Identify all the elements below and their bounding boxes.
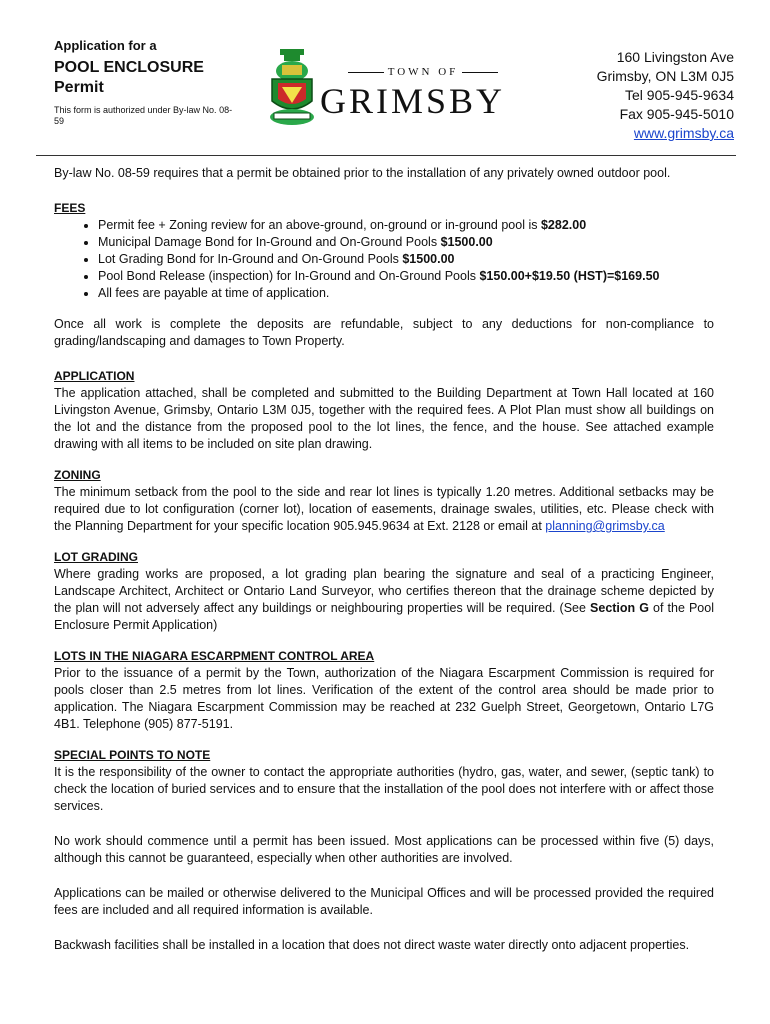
lot-grading-heading: LOT GRADING	[54, 550, 138, 564]
town-crest-icon	[266, 45, 318, 131]
escarpment-heading: LOTS IN THE NIAGARA ESCARPMENT CONTROL AREA	[54, 649, 375, 663]
header-divider	[36, 155, 736, 156]
no-work-paragraph: No work should commence until a permit has been issued. Most applications can be processed within five (5) days, although this cannot be guaranteed, especially when other authorities are involved.	[54, 834, 714, 865]
mailing-paragraph: Applications can be mailed or otherwise delivered to the Municipal Offices and will be processed provided the required fees are included and all required information is available.	[54, 886, 714, 917]
application-for-label: Application for a	[54, 38, 157, 53]
fee-item: • Lot Grading Bond for In-Ground and On-Ground Pools $1500.00	[98, 251, 714, 268]
zoning-section	[54, 467, 714, 535]
lot-grading-section	[54, 549, 714, 634]
special-points-body: It is the responsibility of the owner to contact the appropriate authorities (hydro, gas, water, and sewer, (septic tank) to check the location of buried services and to ensure that the installation of the pool does not interfere with or affect those services.	[54, 765, 714, 813]
deposits-paragraph: Once all work is complete the deposits are refundable, subject to any deductions for non-compliance to grading/landscaping and damages to Town Property.	[54, 317, 714, 348]
special-points-heading: SPECIAL POINTS TO NOTE	[54, 748, 211, 762]
application-body: The application attached, shall be completed and submitted to the Building Department at Town Hall located at 160 Livingston Avenue, Grimsby, Ontario L3M 0J5, together with the required fees. A Plot Plan must show all buildings on the lot and the distance from the proposed pool to the lot lines, the fence, and the house. See attached example drawing with all items to be included on site plan drawing.	[54, 386, 714, 451]
zoning-body: The minimum setback from the pool to the side and rear lot lines is typically 1.20 metres. Additional setbacks may be required due to lot configuration (corner lot), location of easements, drainage swales, utilities, etc. Please check with the Planning Department for your specific location 905.945.9634 at Ext. 2128 or email at planning@grimsby.ca	[54, 485, 714, 533]
application-section	[54, 368, 714, 453]
document-header	[0, 0, 770, 155]
fax: Fax 905-945-5010	[619, 106, 734, 122]
telephone: Tel 905-945-9634	[625, 87, 734, 103]
town-of-label: TOWN OF	[330, 66, 516, 78]
town-wordmark: GRIMSBY	[320, 81, 506, 121]
intro-paragraph: By-law No. 08-59 requires that a permit be obtained prior to the installation of any privately owned outdoor pool.	[54, 166, 671, 180]
bylaw-authorization: This form is authorized under By-law No. 08-59	[54, 105, 233, 126]
fees-heading: FEES	[54, 201, 86, 215]
escarpment-body: Prior to the issuance of a permit by the Town, authorization of the Niagara Escarpment Commission is required for pools closer than 2.5 metres from lot lines. Verification of the extent of the control area should be made prior to application. The Niagara Escarpment Commission may be reached at 232 Guelph Street, Georgetown, Ontario L7G 4B1. Telephone (905) 877-5191.	[54, 666, 714, 731]
contact-block	[597, 48, 734, 143]
fee-item: • Permit fee + Zoning review for an above-ground, on-ground or in-ground pool is $282.00	[98, 217, 714, 234]
address-line-2: Grimsby, ON L3M 0J5	[596, 68, 734, 84]
fee-item: • Municipal Damage Bond for In-Ground and On-Ground Pools $1500.00	[98, 234, 714, 251]
address-line-1: 160 Livingston Ave	[616, 49, 734, 65]
special-points-section	[54, 747, 714, 815]
application-heading: APPLICATION	[54, 369, 135, 383]
form-subtitle: Permit	[54, 79, 104, 96]
fee-item: • All fees are payable at time of application.	[98, 285, 714, 302]
backwash-paragraph: Backwash facilities shall be installed in a location that does not direct waste water directly onto adjacent properties.	[54, 938, 690, 952]
fees-list	[54, 217, 714, 302]
lot-grading-body: Where grading works are proposed, a lot grading plan bearing the signature and seal of a practicing Engineer, Landscape Architect, Architect or Ontario Land Surveyor, who certifies thereon that the drainage scheme depicted by the plan will not adversely affect any buildings or neighbouring properties will be required. (See Section G of the Pool Enclosure Permit Application)	[54, 567, 714, 632]
escarpment-section	[54, 648, 714, 733]
form-title: POOL ENCLOSURE	[54, 59, 204, 76]
zoning-heading: ZONING	[54, 468, 101, 482]
form-title-block	[54, 38, 254, 127]
planning-email-link[interactable]: planning@grimsby.ca	[545, 519, 665, 533]
fee-item: • Pool Bond Release (inspection) for In-Ground and On-Ground Pools $150.00+$19.50 (HST)=$169.50	[98, 268, 714, 285]
document-body	[54, 165, 714, 968]
website-link[interactable]: www.grimsby.ca	[633, 125, 734, 141]
fees-section	[54, 200, 714, 302]
